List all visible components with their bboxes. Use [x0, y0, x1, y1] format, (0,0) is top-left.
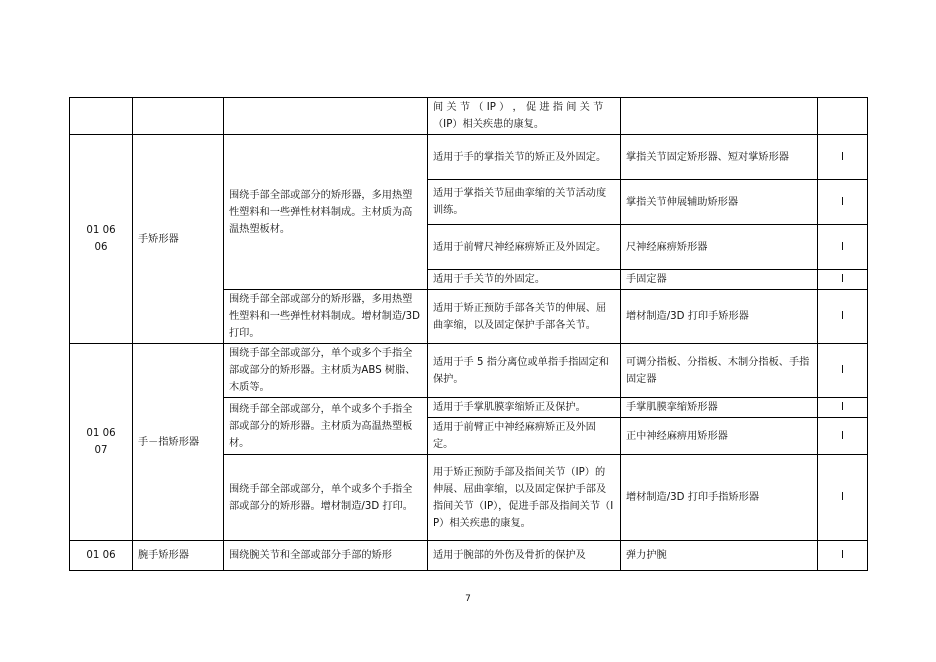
- table-cell: [133, 98, 224, 135]
- table-cell: 增材制造/3D 打印手矫形器: [621, 290, 818, 344]
- table-cell: 适用于前臂尺神经麻痹矫正及外固定。: [428, 225, 621, 270]
- table-cell: I: [818, 290, 868, 344]
- table-cell: 围绕腕关节和全部或部分手部的矫形: [224, 541, 428, 571]
- table-cell: 手矫形器: [133, 135, 224, 344]
- table-cell: 可调分指板、分指板、木制分指板、手指固定器: [621, 344, 818, 398]
- table-cell: [70, 98, 133, 135]
- table-cell: 尺神经麻痹矫形器: [621, 225, 818, 270]
- table-row: [70, 135, 868, 180]
- table-cell: 手掌肌膜挛缩矫形器: [621, 398, 818, 418]
- table-row: [70, 344, 868, 398]
- table-cell: 适用于掌指关节屈曲挛缩的关节活动度训练。: [428, 180, 621, 225]
- table-cell: 适用于前臂正中神经麻痹矫正及外固定。: [428, 418, 621, 455]
- table-cell: I: [818, 455, 868, 541]
- table-row: [70, 98, 868, 135]
- table-cell: I: [818, 344, 868, 398]
- table-cell: I: [818, 398, 868, 418]
- table-cell: 手固定器: [621, 270, 818, 290]
- table-cell: 01 06: [70, 541, 133, 571]
- table-cell: 增材制造/3D 打印手指矫形器: [621, 455, 818, 541]
- table-cell: 用于矫正预防手部及指间关节（IP）的伸展、屈曲挛缩，以及固定保护手部及指间关节（IP），促进手部及指间关节（IP）相关疾患的康复。: [428, 455, 621, 541]
- table-cell: 弹力护腕: [621, 541, 818, 571]
- table-row: [70, 541, 868, 571]
- table-cell: 适用于矫正预防手部各关节的伸展、屈曲挛缩，以及固定保护手部各关节。: [428, 290, 621, 344]
- table-cell: 围绕手部全部或部分的矫形器，多用热塑性塑料和一些弹性材料制成。主材质为高温热塑板材。: [224, 135, 428, 290]
- table-cell: I: [818, 418, 868, 455]
- table-cell: 适用于手掌肌膜挛缩矫正及保护。: [428, 398, 621, 418]
- table-cell: 正中神经麻痹用矫形器: [621, 418, 818, 455]
- device-classification-table: [69, 97, 868, 571]
- table-cell: 围绕手部全部或部分，单个或多个手指全部或部分的矫形器。主材质为ABS 树脂、木质等。: [224, 344, 428, 398]
- page-number: 7: [465, 594, 471, 604]
- table-cell: 腕手矫形器: [133, 541, 224, 571]
- table-cell: 掌指关节固定矫形器、短对掌矫形器: [621, 135, 818, 180]
- table-cell: I: [818, 225, 868, 270]
- table-cell: I: [818, 180, 868, 225]
- table-cell: 01 06 07: [70, 344, 133, 541]
- table-cell: 适用于手关节的外固定。: [428, 270, 621, 290]
- table-cell: 间 关 节 （ IP ） ， 促 进 指 间 关 节 （IP）相关疾患的康复。: [428, 98, 621, 135]
- table-cell: 围绕手部全部或部分，单个或多个手指全部或部分的矫形器。增材制造/3D 打印。: [224, 455, 428, 541]
- table-cell: 掌指关节伸展辅助矫形器: [621, 180, 818, 225]
- table-cell: 围绕手部全部或部分的矫形器，多用热塑性塑料和一些弹性材料制成。增材制造/3D 打印。: [224, 290, 428, 344]
- table-cell: 适用于手的掌指关节的矫正及外固定。: [428, 135, 621, 180]
- table-cell: I: [818, 541, 868, 571]
- table-cell: [818, 98, 868, 135]
- table-cell: 围绕手部全部或部分，单个或多个手指全部或部分的矫形器。主材质为高温热塑板材。: [224, 398, 428, 455]
- table-cell: [621, 98, 818, 135]
- table-cell: I: [818, 270, 868, 290]
- table-cell: I: [818, 135, 868, 180]
- table-cell: 适用于腕部的外伤及骨折的保护及: [428, 541, 621, 571]
- table-cell: [224, 98, 428, 135]
- table-cell: 01 06 06: [70, 135, 133, 344]
- table-cell: 适用于手 5 指分离位或单指手指固定和保护。: [428, 344, 621, 398]
- table-cell: 手－指矫形器: [133, 344, 224, 541]
